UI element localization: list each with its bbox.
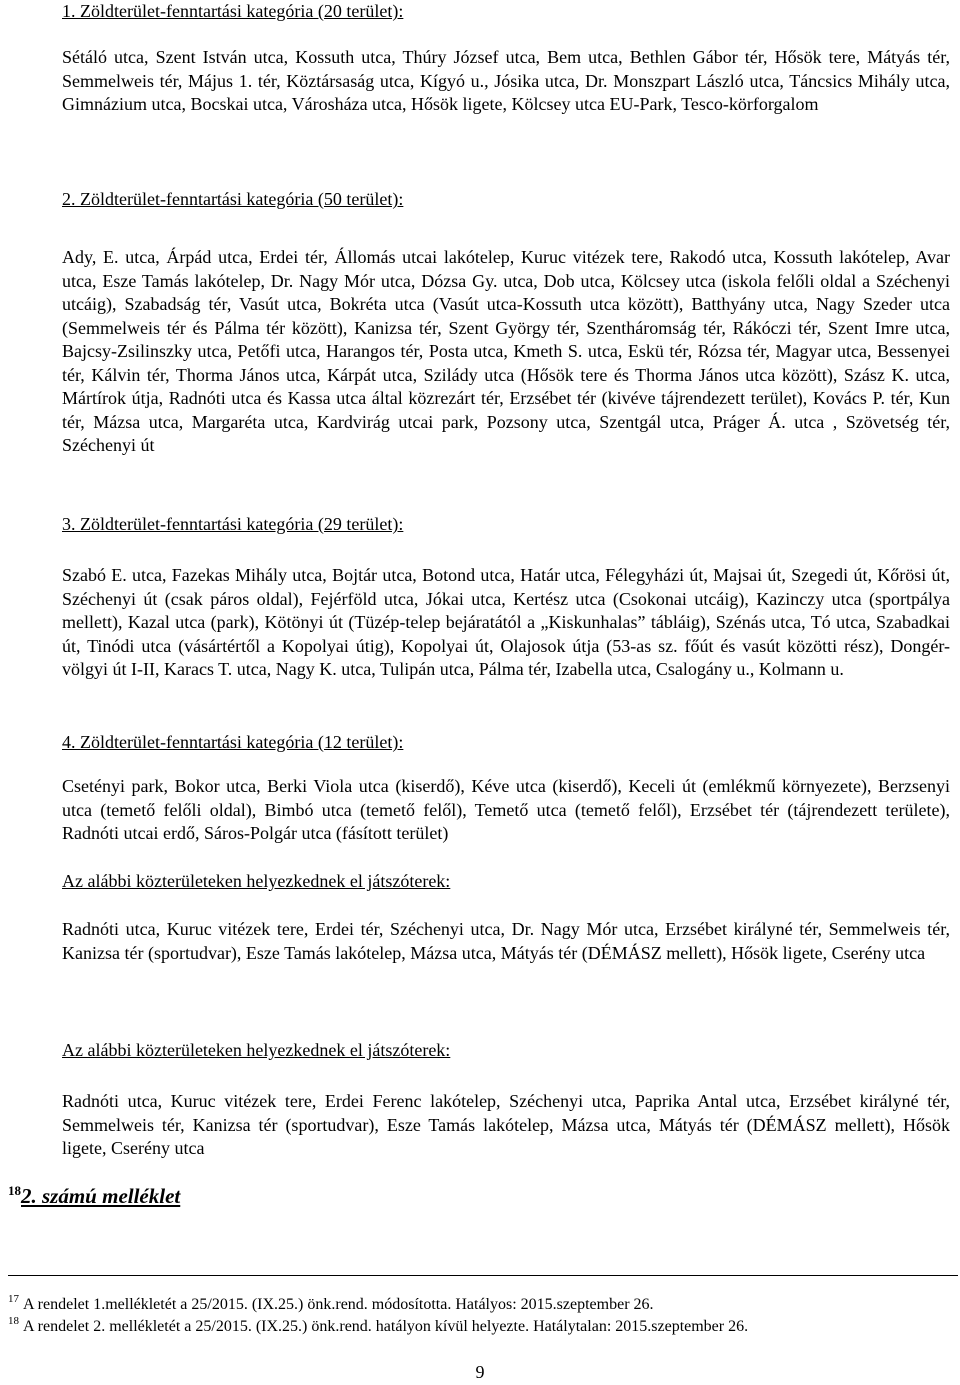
footnote-18 [8, 1311, 748, 1337]
playground-list-1-title: Az alábbi közterületeken helyezkednek el játszóterek: [62, 871, 451, 891]
section-4-title: 4. Zöldterület-fenntartási kategória (12 terület): [62, 732, 404, 752]
section-2-text: Ady, E. utca, Árpád utca, Erdei tér, Állomás utcai lakótelep, Kuruc vitézek tere, Rakodó utca, Kossuth lakótelep, Avar utca, Esze Tamás lakótelep, Dr. Nagy Mór utca, Dózsa Gy. utca, Dob utca, Kölcsey utca (iskola felőli oldal a Széchenyi utcáig), Szabadság tér, Vasút utca, Bokréta utca (Vasút utca-Kossuth utca között), Batthyány utca, Nagy Szeder utca (Semmelweis tér és Pálma tér között), Kanizsa tér, Szent György tér, Szentháromság tér, Rákóczi tér, Szent Imre utca, Bajcsy-Zsilinszky utca, Petőfi utca, Harangos tér, Posta utca, Kmeth S. utca, Eskü tér, Rózsa tér, Magyar utca, Bessenyei tér, Kálvin tér, Thorma János utca, Kárpát utca, Szilády utca (Hősök tere és Thorma János utca között), Szász K. utca, Mártírok útja, Radnóti utca és Kassa utca által közrezárt tér, Erzsébet tér (kivéve tájrendezett terület), Kovács P. tér, Kun tér, Mázsa utca, Margaréta utca, Kardvirág utcai park, Pozsony utca, Szentgál utca, Práger Á. utca , Szövetség tér, Széchenyi út [62, 247, 950, 455]
playground-list-2-title: Az alábbi közterületeken helyezkednek el játszóterek: [62, 1040, 451, 1060]
section-4-text: Csetényi park, Bokor utca, Berki Viola utca (kiserdő), Kéve utca (kiserdő), Keceli út (emlékmű környezete), Berzsenyi utca (temető felőli oldal), Bimbó utca (temető felől), Temető utca (temető felől), Erzsébet tér (tájrendezett területe), Radnóti utcai erdő, Sáros-Polgár utca (fásított terület) [62, 776, 950, 843]
playground-list-1-text: Radnóti utca, Kuruc vitézek tere, Erdei tér, Széchenyi utca, Dr. Nagy Mór utca, Erzsébet királyné tér, Semmelweis tér, Kanizsa tér (sportudvar), Esze Tamás lakótelep, Mázsa utca, Mátyás tér (DÉMÁSZ mellett), Hősök ligete, Cserény utca [62, 919, 950, 963]
annex-footnote-ref[interactable]: 18 [8, 1183, 21, 1198]
playground-list-2-text: Radnóti utca, Kuruc vitézek tere, Erdei Ferenc lakótelep, Széchenyi utca, Paprika Antal utca, Erzsébet királyné tér, Semmelweis tér, Kanizsa tér (sportudvar), Esze Tamás lakótelep, Mázsa utca, Mátyás tér (DÉMÁSZ mellett), Hősök ligete, Cserény utca [62, 1091, 950, 1158]
footnote-18-number: 18 [8, 1315, 19, 1327]
section-3-title: 3. Zöldterület-fenntartási kategória (29 terület): [62, 514, 404, 534]
footnote-17-text: A rendelet 1.mellékletét a 25/2015. (IX.25.) önk.rend. módosította. Hatályos: 2015.szeptember 26. [23, 1296, 654, 1313]
section-1-text: Sétáló utca, Szent István utca, Kossuth utca, Thúry József utca, Bem utca, Bethlen Gábor tér, Hősök tere, Mátyás tér, Semmelweis tér, Május 1. tér, Köztársaság utca, Kígyó u., Jósika utca, Dr. Monszpart László utca, Táncsics Mihály utca, Gimnázium utca, Bocskai utca, Városháza utca, Hősök ligete, Kölcsey utca EU-Park, Tesco-körforgalom [62, 47, 950, 114]
footnote-17-number: 17 [8, 1293, 19, 1305]
section-3-text: Szabó E. utca, Fazekas Mihály utca, Bojtár utca, Botond utca, Határ utca, Félegyházi út, Majsai út, Szegedi út, Kőrösi út, Széchenyi út (csak páros oldal), Fejérföld utca, Jókai utca, Kertész utca (Csokonai utcáig), Kazinczy utca (sportpálya mellett), Kazal utca (park), Kötönyi út (Tüzép-telep bejáratától a „Kiskunhalas” tábláig), Szénás utca, Tó utca, Szabadkai út, Tinódi utca (vásártértől a Kopolyai útig), Kopolyai út, Olajosok útja (53-as sz. főút és vasút közötti rész), Dongér-völgyi út I-II, Karacs T. utca, Nagy K. utca, Tulipán utca, Pálma tér, Izabella utca, Csalogány u., Kolmann u. [62, 565, 950, 679]
annex-heading [8, 1178, 180, 1209]
section-2-title: 2. Zöldterület-fenntartási kategória (50 terület): [62, 189, 404, 209]
section-1-title: 1. Zöldterület-fenntartási kategória (20 terület): [62, 1, 404, 21]
page-number: 9 [475, 1362, 485, 1382]
footnote-18-text: A rendelet 2. mellékletét a 25/2015. (IX.25.) önk.rend. hatályon kívül helyezte. Hatálytalan: 2015.szeptember 26. [23, 1318, 749, 1335]
footnote-separator [8, 1275, 958, 1276]
annex-label: 2. számú melléklet [21, 1184, 181, 1208]
